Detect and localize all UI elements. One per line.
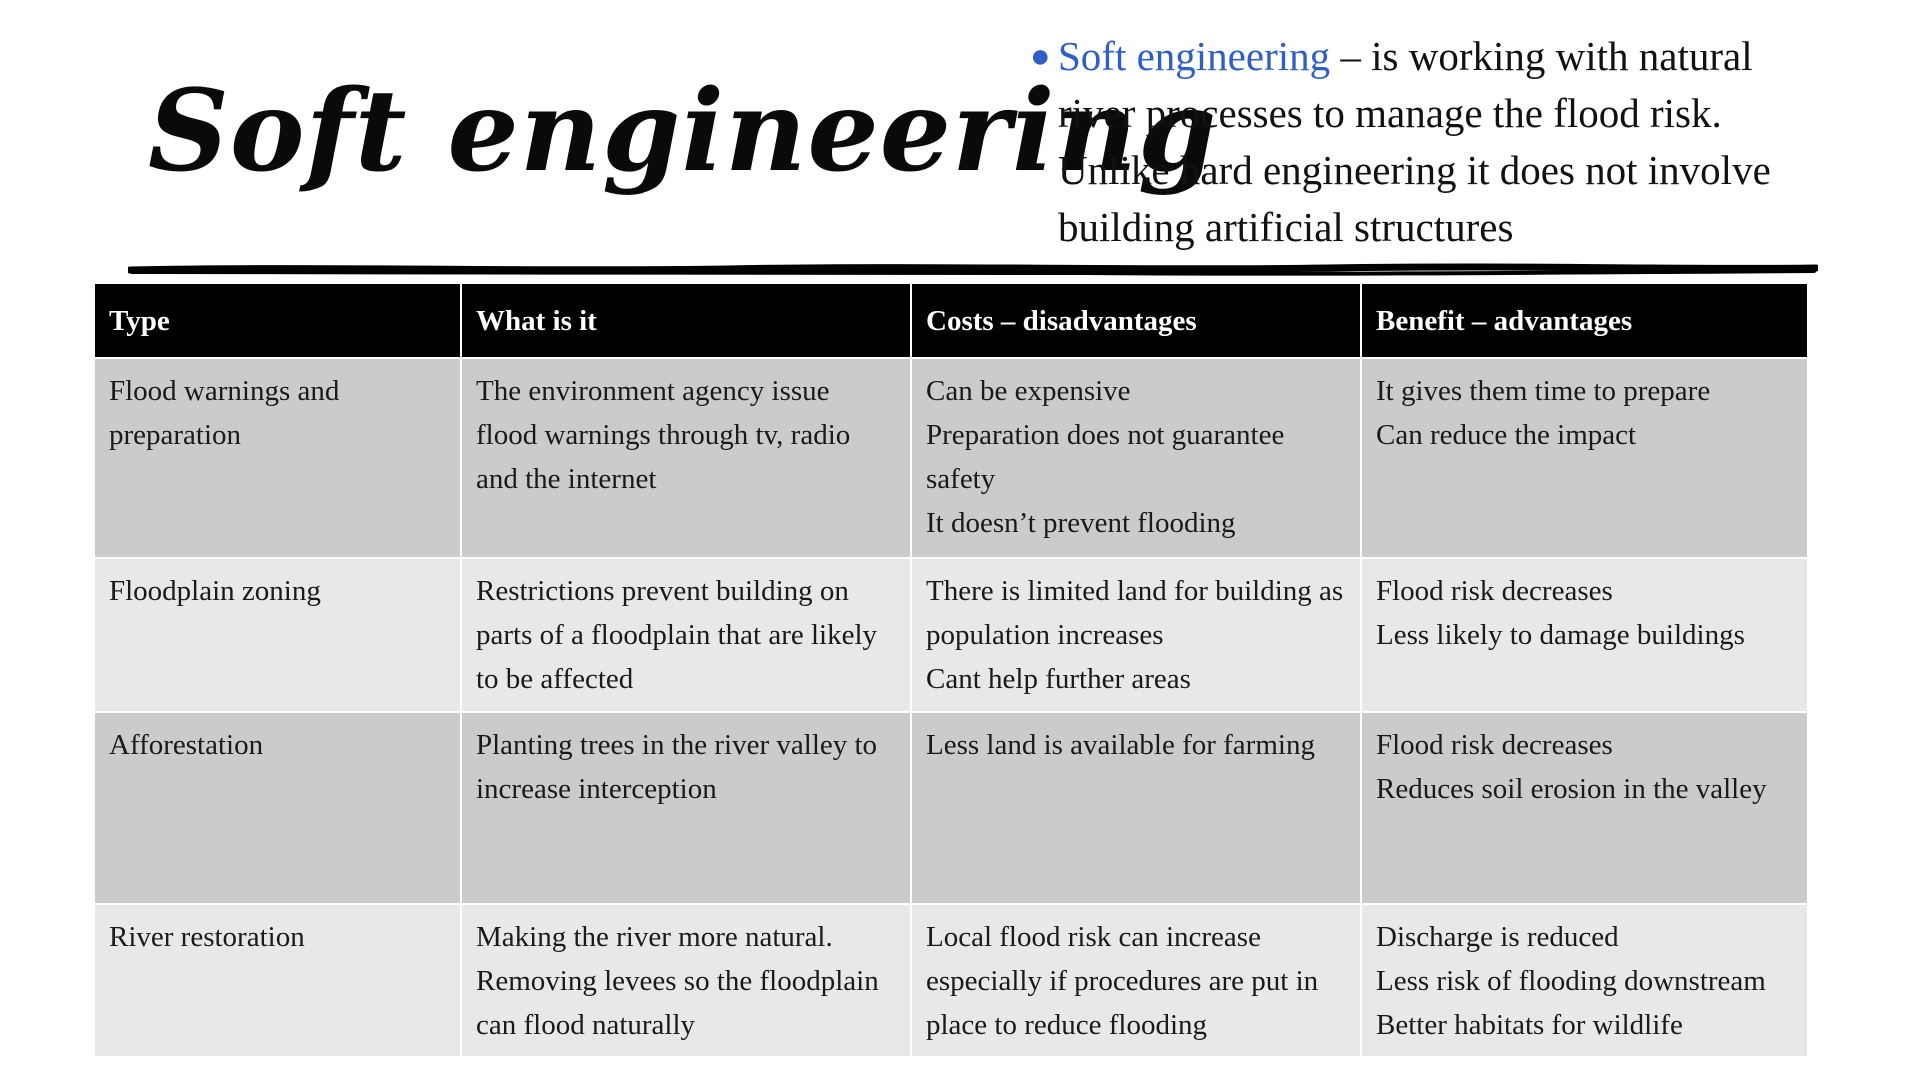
header-benefits: Benefit – advantages <box>1361 284 1807 358</box>
slide-title: Soft engineering <box>148 66 1218 197</box>
header-what-is-it: What is it <box>461 284 911 358</box>
definition-body: – is working with natural river processes to manage the flood risk. Unlike hard engineering it does not involve building artificial structures <box>1058 33 1771 250</box>
cell-what <box>461 904 911 1056</box>
cost-line: It doesn’t prevent flooding <box>926 507 1236 539</box>
cell-costs <box>911 558 1361 712</box>
benefit-line: Reduces soil erosion in the valley <box>1376 773 1767 805</box>
what-line: Making the river more natural. <box>476 921 833 953</box>
cell-what: The environment agency issue flood warnings through tv, radio and the internet <box>461 358 911 558</box>
benefit-line: Discharge is reduced <box>1376 921 1619 953</box>
cell-type: Flood warnings and preparation <box>95 358 461 558</box>
cell-costs <box>911 904 1361 1056</box>
cell-costs <box>911 358 1361 558</box>
cell-benefits <box>1361 558 1807 712</box>
benefit-line: It gives them time to prepare <box>1376 375 1711 407</box>
what-line: Removing levees so the floodplain can flood naturally <box>476 965 879 1041</box>
cell-benefits <box>1361 712 1807 904</box>
cell-benefits <box>1361 904 1807 1056</box>
cost-line: Local flood risk can increase especially if procedures are put in place to reduce flooding <box>926 921 1319 1041</box>
benefit-line: Less risk of flooding downstream <box>1376 965 1766 997</box>
soft-engineering-table <box>95 284 1807 1056</box>
cell-type: Floodplain zoning <box>95 558 461 712</box>
table-header-row <box>95 284 1807 358</box>
cell-what: Restrictions prevent building on parts of a floodplain that are likely to be affected <box>461 558 911 712</box>
benefit-line: Can reduce the impact <box>1376 419 1637 451</box>
cost-line: Can be expensive <box>926 375 1131 407</box>
cell-type: River restoration <box>95 904 461 1056</box>
benefit-line: Flood risk decreases <box>1376 729 1613 761</box>
cell-what: Planting trees in the river valley to increase interception <box>461 712 911 904</box>
bullet-icon: ● <box>1030 38 1051 75</box>
cell-benefits <box>1361 358 1807 558</box>
header-costs: Costs – disadvantages <box>911 284 1361 358</box>
benefit-line: Flood risk decreases <box>1376 575 1613 607</box>
header-type: Type <box>95 284 461 358</box>
benefit-line: Less likely to damage buildings <box>1376 619 1745 651</box>
cell-type: Afforestation <box>95 712 461 904</box>
table-row <box>95 558 1807 712</box>
benefit-line: Better habitats for wildlife <box>1376 1009 1683 1041</box>
definition-text <box>1030 28 1838 256</box>
cost-line: Less land is available for farming <box>926 729 1315 761</box>
cost-line: There is limited land for building as population increases <box>926 575 1344 651</box>
table-row <box>95 358 1807 558</box>
definition-term: Soft engineering <box>1058 33 1331 79</box>
table-row <box>95 904 1807 1056</box>
table-row <box>95 712 1807 904</box>
cost-line: Preparation does not guarantee safety <box>926 419 1285 495</box>
cost-line: Cant help further areas <box>926 663 1191 695</box>
cell-costs <box>911 712 1361 904</box>
divider-brush-line <box>128 262 1818 280</box>
